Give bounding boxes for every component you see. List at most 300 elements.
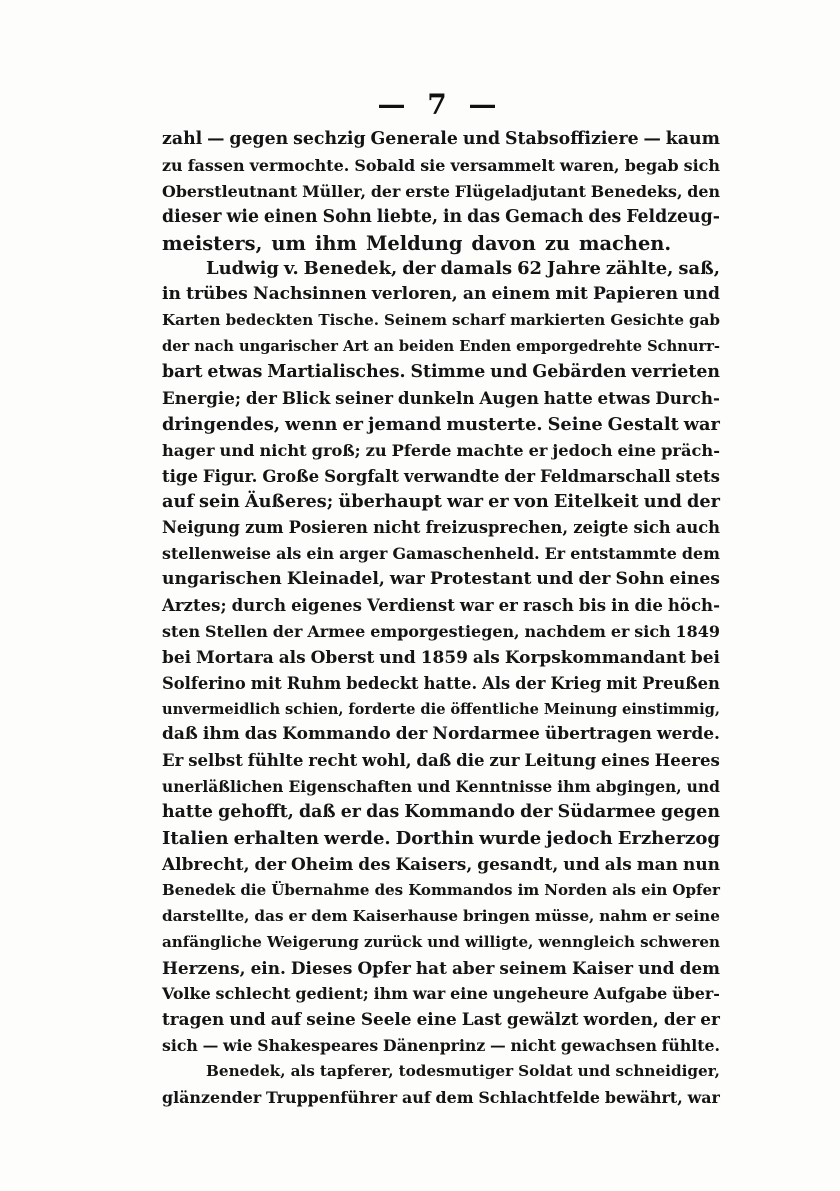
word: etwas — [207, 362, 263, 383]
word: den — [687, 181, 720, 201]
word: der — [254, 853, 287, 874]
word: bewährt, — [604, 1087, 683, 1107]
word: in — [611, 595, 630, 616]
text-line — [162, 774, 720, 800]
word: Oberstleutnant — [162, 181, 298, 201]
word: seiner — [335, 387, 394, 408]
word: Volke — [162, 984, 211, 1004]
word: Als — [482, 673, 511, 693]
word: die — [240, 880, 267, 899]
word: Norden — [544, 880, 608, 899]
word: zu — [544, 231, 570, 255]
word: man — [636, 853, 678, 874]
text-line — [162, 386, 720, 412]
word: ungarischer — [238, 338, 338, 356]
word: im — [517, 880, 540, 899]
word: Erzherzog — [617, 828, 720, 850]
text-line — [162, 179, 720, 205]
word: in — [442, 206, 463, 227]
text-line — [162, 826, 720, 852]
word: Benedeks, — [590, 181, 683, 201]
word: verloren, — [371, 284, 458, 305]
word: und — [219, 440, 255, 460]
word: und — [427, 932, 460, 951]
word: und — [563, 853, 600, 874]
word: er — [610, 621, 630, 641]
word: Gebärden — [532, 362, 627, 383]
word: in — [162, 284, 181, 305]
word: Blick — [281, 387, 331, 408]
word: Dänenprinz — [383, 1036, 486, 1056]
word: Eigenschaften — [288, 777, 413, 797]
word: daß — [298, 802, 336, 823]
word: Feldmarschall — [539, 465, 671, 486]
word: seinem — [499, 957, 567, 978]
word: schlecht — [215, 984, 291, 1004]
text-line — [162, 930, 720, 956]
word: er — [498, 595, 518, 616]
word: hager — [162, 440, 215, 460]
word: zur — [489, 750, 520, 771]
word: dem — [435, 1087, 474, 1107]
word: Dieses — [290, 957, 353, 978]
word: Korpskommandant — [504, 646, 686, 667]
word: auf — [162, 491, 194, 513]
word: bis — [578, 595, 607, 616]
word: er — [488, 491, 509, 513]
word: dieser — [162, 206, 222, 227]
word: zurück — [363, 932, 423, 951]
word: auf — [402, 1087, 431, 1107]
word: und — [490, 362, 528, 383]
word: Enden — [459, 338, 512, 356]
word: Flügeladjutant — [454, 181, 586, 201]
word: einem — [491, 284, 551, 305]
word: übertragen — [544, 724, 652, 745]
word: präch- — [661, 440, 720, 460]
word: Neigung — [162, 518, 240, 538]
word: ein — [641, 880, 668, 899]
word: trübes — [186, 284, 248, 305]
word: eine — [617, 440, 657, 460]
word: der — [686, 491, 720, 513]
word: unvermeidlich — [162, 700, 281, 718]
word: eine — [416, 1009, 457, 1030]
word: hatte — [543, 387, 593, 408]
word: mit — [555, 284, 588, 305]
word: Seele — [360, 1009, 412, 1030]
word: selbst — [188, 750, 243, 771]
word: eigenes — [291, 595, 362, 616]
word: — — [202, 1036, 219, 1056]
word: gegen — [229, 129, 289, 149]
word: emporgedrehte — [516, 338, 643, 356]
word: tige — [162, 465, 198, 486]
word: sten — [162, 621, 201, 641]
word: und — [683, 284, 720, 305]
word: als — [604, 853, 632, 874]
word: kaum — [665, 129, 720, 149]
word: 1859 — [420, 646, 468, 667]
word: er — [342, 413, 364, 435]
word: beiden — [398, 338, 455, 356]
word: fühlte — [247, 750, 304, 771]
word: wie — [226, 206, 259, 227]
word: Er — [162, 750, 184, 771]
text-line — [162, 722, 720, 748]
word: gedient; — [295, 984, 369, 1004]
word: er — [700, 1009, 720, 1030]
word: aber — [452, 957, 495, 978]
word: Karten — [162, 311, 221, 330]
word: Kommando — [404, 802, 515, 823]
word: dem — [681, 544, 720, 564]
word: Shakespeares — [257, 1036, 379, 1056]
word: Kommandos — [408, 880, 513, 899]
word: wenn — [284, 413, 338, 435]
word: um — [271, 231, 306, 255]
word: das — [467, 206, 501, 227]
text-line — [162, 1059, 720, 1085]
word: Martialisches. — [267, 362, 406, 383]
word: 1849 — [675, 621, 720, 641]
word: Dorthin — [395, 828, 475, 850]
word: fassen — [187, 155, 245, 175]
word: er — [288, 906, 307, 925]
word: wurde — [479, 828, 542, 850]
word: der — [504, 465, 536, 486]
word: auf — [270, 1009, 302, 1030]
word: war — [389, 569, 425, 590]
word: die — [456, 750, 485, 771]
word: war — [683, 413, 720, 435]
word: Kaiser — [571, 957, 634, 978]
word: daß — [162, 724, 198, 745]
word: ein. — [250, 957, 286, 978]
word: Augen — [479, 387, 539, 408]
word: jemand — [367, 413, 442, 435]
word: Pferde — [391, 440, 452, 460]
word: entstammte — [570, 544, 677, 564]
word: Nordarmee — [432, 724, 540, 745]
text-line — [162, 308, 720, 334]
word: nicht — [510, 1036, 557, 1056]
word: Gamaschenheld. — [392, 544, 540, 564]
word: bart — [162, 362, 203, 383]
word: Arztes; — [162, 595, 227, 616]
word: Armee — [307, 621, 366, 641]
word: Er — [544, 544, 566, 564]
word: Opfer — [357, 957, 411, 978]
word: Sohn — [322, 206, 372, 227]
word: ungeheure — [492, 984, 589, 1004]
word: und — [638, 957, 675, 978]
text-line — [162, 1007, 720, 1033]
word: er — [652, 906, 671, 925]
word: Benedek — [162, 880, 236, 899]
word: tragen — [162, 1009, 225, 1030]
text-line — [162, 593, 720, 619]
word: ihm — [202, 724, 240, 745]
word: Gemach — [505, 206, 584, 227]
word: werde. — [323, 828, 391, 850]
word: als — [276, 544, 302, 564]
word: Nachsinnen — [252, 284, 367, 305]
word: das — [254, 906, 284, 925]
word: sechzig — [293, 129, 366, 149]
word: hat — [415, 957, 447, 978]
word: waren, — [559, 155, 620, 175]
word: der — [162, 338, 190, 356]
word: Sorgfalt — [324, 465, 400, 486]
word: Soldat — [518, 1062, 573, 1081]
word: mit — [606, 673, 638, 693]
word: schweren — [640, 932, 720, 951]
text-line — [162, 1033, 720, 1059]
word: Krieg — [550, 673, 602, 693]
word: Herzens, — [162, 957, 246, 978]
word: — — [207, 129, 225, 149]
word: gewälzt — [506, 1009, 579, 1030]
word: Ruhm — [286, 673, 342, 693]
word: zahl — [162, 129, 203, 149]
word: als — [612, 880, 637, 899]
word: und — [229, 1009, 266, 1030]
word: Jahre — [546, 258, 601, 280]
word: Albrecht, — [162, 853, 250, 874]
text-line — [162, 438, 720, 464]
word: Ludwig — [206, 258, 279, 280]
word: jedoch — [552, 440, 613, 460]
word: bei — [162, 646, 192, 667]
word: anfängliche — [162, 932, 262, 951]
word: der — [578, 569, 611, 590]
text-line — [162, 205, 720, 231]
word: zu — [365, 440, 387, 460]
word: und — [417, 777, 451, 797]
word: ungarischen — [162, 569, 282, 590]
word: des — [358, 853, 391, 874]
word: gewachsen — [560, 1036, 657, 1056]
word: des — [588, 206, 622, 227]
word: Gesichte — [610, 311, 684, 330]
word: erste — [405, 181, 450, 201]
word: dunkeln — [397, 387, 475, 408]
word: sein — [199, 491, 240, 513]
word: Aufgabe — [593, 984, 668, 1004]
word: emporgestiegen, — [370, 621, 520, 641]
word: damals — [440, 258, 513, 280]
word: Stimme — [410, 362, 486, 383]
word: machte — [456, 440, 524, 460]
word: ihm — [314, 231, 357, 255]
word: Oberst — [310, 646, 375, 667]
word: verwandte — [403, 465, 500, 486]
word: nach — [194, 338, 234, 356]
word: seine — [306, 1009, 356, 1030]
text-line — [162, 956, 720, 982]
word: Benedek, — [206, 1062, 286, 1081]
word: er — [340, 802, 361, 823]
word: bringen — [463, 906, 531, 925]
word: Heeres — [654, 750, 720, 771]
word: 62 — [517, 258, 543, 280]
word: dem — [679, 957, 720, 978]
word: Last — [461, 1009, 502, 1030]
word: des — [374, 880, 404, 899]
text-line — [162, 852, 720, 878]
word: schien, — [285, 700, 344, 718]
text-line — [162, 697, 720, 723]
word: nicht — [259, 440, 307, 460]
word: sich — [683, 155, 720, 175]
word: war — [687, 1087, 720, 1107]
text-line — [162, 412, 720, 438]
word: gab — [689, 311, 720, 330]
word: eines — [669, 569, 720, 590]
word: als — [472, 646, 500, 667]
word: Eitelkeit — [553, 491, 639, 513]
word: hatte. — [423, 673, 478, 693]
word: Solferino — [162, 673, 246, 693]
word: v. — [283, 258, 299, 280]
word: bei — [690, 646, 720, 667]
word: todesmutiger — [398, 1062, 514, 1081]
word: die — [420, 700, 446, 718]
text-line — [162, 671, 720, 697]
word: Energie; — [162, 387, 242, 408]
word: Übernahme — [271, 880, 370, 899]
text-line — [162, 153, 720, 179]
word: meisters, — [162, 231, 263, 255]
word: als — [278, 646, 306, 667]
word: der — [402, 258, 436, 280]
word: sich — [633, 518, 671, 538]
word: und — [536, 569, 574, 590]
word: freizusprechen, — [425, 518, 569, 538]
word: der — [245, 387, 277, 408]
word: Kaisers, — [395, 853, 473, 874]
text-line — [162, 981, 720, 1007]
word: etwas — [597, 387, 651, 408]
word: tapferer, — [319, 1062, 394, 1081]
word: liebte, — [376, 206, 438, 227]
text-line — [162, 541, 720, 567]
word: der — [663, 1009, 696, 1030]
word: vermochte. — [249, 155, 350, 175]
word: arger — [339, 544, 388, 564]
word: zum — [245, 518, 284, 538]
word: zu — [162, 155, 183, 175]
word: nahm — [599, 906, 648, 925]
word: Figur. — [202, 465, 258, 486]
word: der — [520, 802, 553, 823]
word: Opfer — [672, 880, 720, 899]
word: über- — [672, 984, 720, 1004]
word: worden, — [583, 1009, 659, 1030]
word: fühlte. — [661, 1036, 720, 1056]
word: war — [447, 491, 484, 513]
word: Äußeres; — [244, 491, 334, 513]
word: stets — [675, 465, 720, 486]
word: von — [513, 491, 549, 513]
word: dem — [311, 906, 348, 925]
word: der — [272, 621, 303, 641]
text-line — [162, 619, 720, 645]
word: der — [395, 724, 428, 745]
word: Meinung — [543, 700, 618, 718]
word: einstimmig, — [622, 700, 720, 718]
word: an — [462, 284, 487, 305]
word: nun — [683, 853, 720, 874]
word: forderte — [348, 700, 416, 718]
word: ihm — [373, 984, 409, 1004]
word: war — [459, 595, 494, 616]
text-line — [162, 464, 720, 490]
word: und — [577, 1062, 611, 1081]
word: davon — [471, 231, 536, 255]
page-number: — 7 — — [377, 88, 503, 121]
word: Stabsoffiziere — [505, 129, 639, 149]
word: Truppenführer — [266, 1087, 398, 1107]
word: recht — [308, 750, 358, 771]
word: als — [290, 1062, 315, 1081]
word: Südarmee — [557, 802, 656, 823]
word: Sobald — [354, 155, 416, 175]
word: sie — [420, 155, 446, 175]
word: Verdienst — [366, 595, 455, 616]
word: saß, — [678, 258, 720, 280]
word: nachdem — [524, 621, 606, 641]
word: markierten — [510, 311, 606, 330]
word: Sohn — [615, 569, 665, 590]
word: nicht — [373, 518, 421, 538]
word: abgingen, — [595, 777, 682, 797]
text-line — [162, 515, 720, 541]
word: überhaupt — [338, 491, 442, 513]
text-line — [162, 256, 720, 282]
word: einen — [263, 206, 318, 227]
word: öffentliche — [450, 700, 539, 718]
word: Leitung — [524, 750, 597, 771]
text-line — [162, 231, 720, 257]
word: Benedek, — [303, 258, 398, 280]
word: die — [634, 595, 663, 616]
text-line — [162, 904, 720, 930]
word: ein — [306, 544, 335, 564]
word: begab — [624, 155, 679, 175]
word: sich — [634, 621, 671, 641]
text-line — [162, 282, 720, 308]
word: gesandt, — [477, 853, 559, 874]
word: der — [370, 181, 401, 201]
text-line — [162, 878, 720, 904]
text-line — [162, 127, 720, 153]
word: er — [528, 440, 548, 460]
word: Feldzeug- — [626, 206, 720, 227]
text-line — [162, 489, 720, 515]
text-line — [162, 748, 720, 774]
word: Oheim — [291, 853, 354, 874]
word: gegen — [660, 802, 720, 823]
word: hatte — [162, 802, 213, 823]
word: zählte, — [605, 258, 674, 280]
word: sich — [162, 1036, 198, 1056]
word: wohl, — [362, 750, 412, 771]
word: das — [366, 802, 400, 823]
word: glänzender — [162, 1087, 262, 1107]
word: — — [490, 1036, 506, 1056]
